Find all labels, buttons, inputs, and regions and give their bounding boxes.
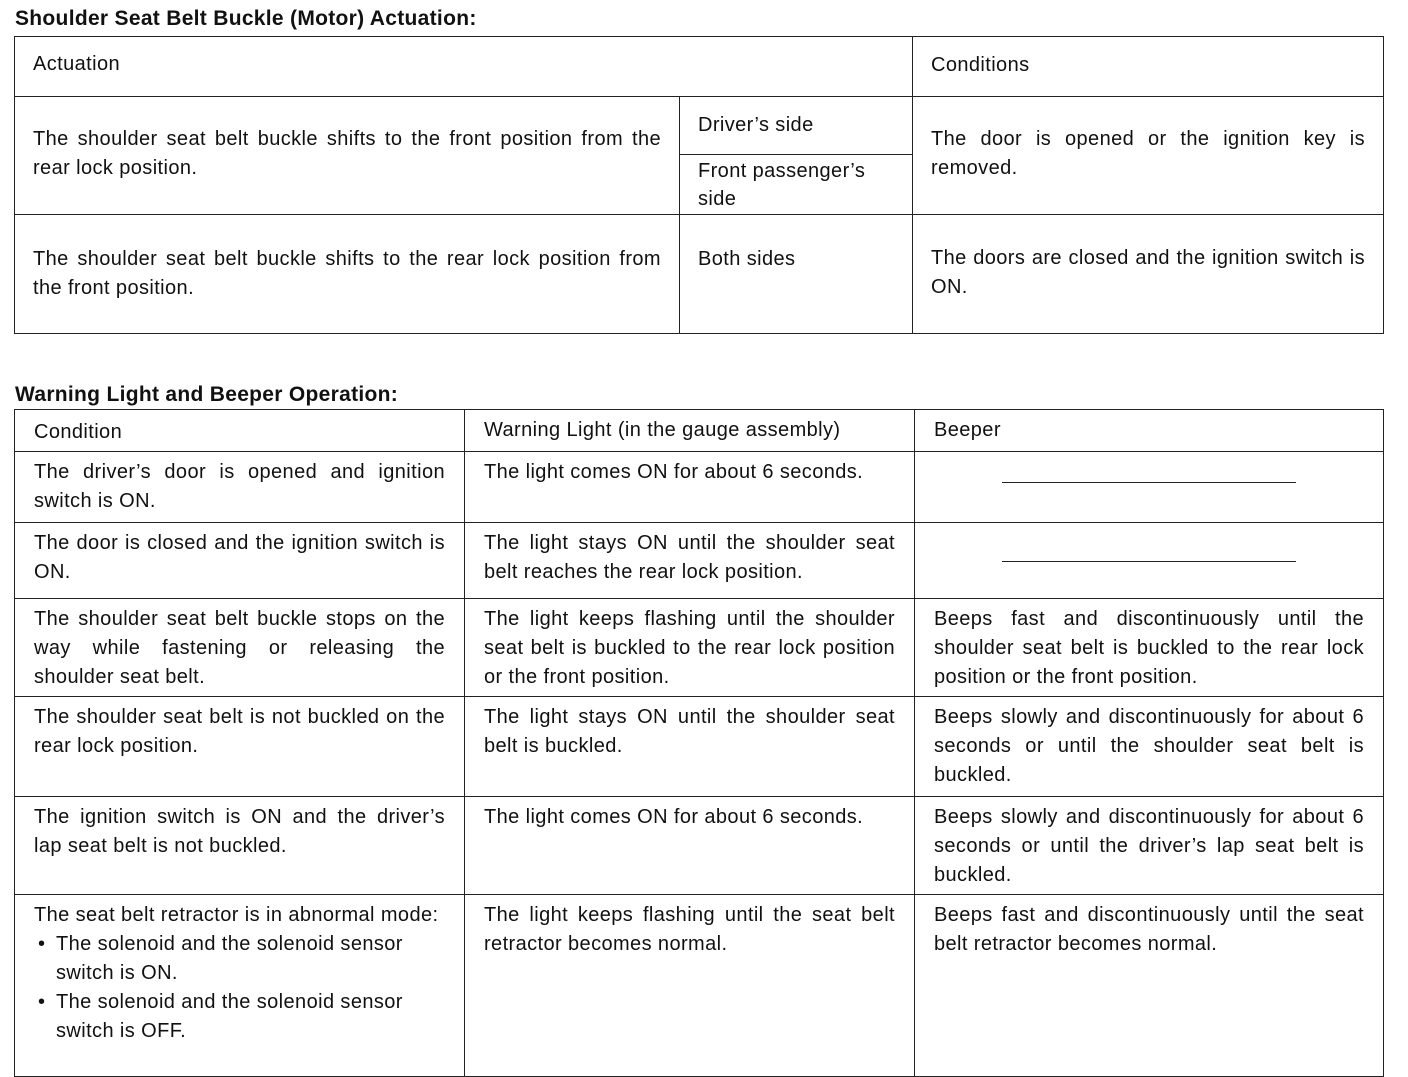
warning-light-cell: The light keeps flashing until the seat belt retractor becomes normal. bbox=[465, 895, 915, 1077]
beeper-cell: Beeps fast and discontinuously until the shoulder seat belt is buckled to the rear lock position or the front position. bbox=[915, 599, 1384, 697]
condition-cell: The shoulder seat belt is not buckled on the rear lock position. bbox=[15, 697, 465, 797]
condition-cell: The ignition switch is ON and the driver’s lap seat belt is not buckled. bbox=[15, 797, 465, 895]
table-row bbox=[15, 97, 1384, 155]
table-row bbox=[15, 215, 1384, 334]
table-row bbox=[15, 797, 1384, 895]
condition-bullet-list bbox=[34, 930, 445, 1046]
header-warning-light: Warning Light (in the gauge assembly) bbox=[465, 410, 915, 452]
motor-actuation-table bbox=[14, 36, 1384, 334]
header-beeper: Beeper bbox=[915, 410, 1384, 452]
condition-door-opened-cell: The door is opened or the ignition key is removed. bbox=[913, 97, 1384, 215]
beeper-cell: Beeps slowly and discontinuously for about 6 seconds or until the driver’s lap seat belt is buckled. bbox=[915, 797, 1384, 895]
warning-light-cell: The light keeps flashing until the shoulder seat belt is buckled to the rear lock position or the front position. bbox=[465, 599, 915, 697]
front-passenger-side-cell: Front passenger’s side bbox=[680, 155, 913, 215]
header-actuation: Actuation bbox=[15, 37, 913, 97]
table-row bbox=[15, 895, 1384, 1077]
warning-light-cell: The light stays ON until the shoulder seat belt reaches the rear lock position. bbox=[465, 523, 915, 599]
beeper-none-dash bbox=[1002, 561, 1296, 562]
table-header-row bbox=[15, 37, 1384, 97]
beeper-cell: Beeps fast and discontinuously until the seat belt retractor becomes normal. bbox=[915, 895, 1384, 1077]
table-row bbox=[15, 697, 1384, 797]
warning-light-cell: The light comes ON for about 6 seconds. bbox=[465, 452, 915, 523]
condition-cell bbox=[15, 895, 465, 1077]
header-condition: Condition bbox=[15, 410, 465, 452]
table-header-row bbox=[15, 410, 1384, 452]
section-title-warning-light: Warning Light and Beeper Operation: bbox=[15, 383, 399, 406]
actuation-rear-cell: The shoulder seat belt buckle shifts to the rear lock position from the front position. bbox=[15, 215, 680, 334]
list-item: • The solenoid and the solenoid sensor switch is OFF. bbox=[34, 988, 445, 1046]
table-row bbox=[15, 523, 1384, 599]
actuation-front-cell: The shoulder seat belt buckle shifts to the front position from the rear lock position. bbox=[15, 97, 680, 215]
condition-cell: The door is closed and the ignition switch is ON. bbox=[15, 523, 465, 599]
condition-doors-closed-cell: The doors are closed and the ignition switch is ON. bbox=[913, 215, 1384, 334]
header-conditions: Conditions bbox=[913, 37, 1384, 97]
both-sides-cell: Both sides bbox=[680, 215, 913, 334]
condition-cell: The shoulder seat belt buckle stops on the way while fastening or releasing the shoulder seat belt. bbox=[15, 599, 465, 697]
driver-side-cell: Driver’s side bbox=[680, 97, 913, 155]
section-title-motor-actuation: Shoulder Seat Belt Buckle (Motor) Actuation: bbox=[15, 7, 477, 30]
table-row bbox=[15, 599, 1384, 697]
table-row bbox=[15, 452, 1384, 523]
beeper-none-dash bbox=[1002, 482, 1296, 483]
beeper-cell: Beeps slowly and discontinuously for about 6 seconds or until the shoulder seat belt is buckled. bbox=[915, 697, 1384, 797]
warning-light-cell: The light stays ON until the shoulder seat belt is buckled. bbox=[465, 697, 915, 797]
list-item: • The solenoid and the solenoid sensor switch is ON. bbox=[34, 930, 445, 988]
condition-intro: The seat belt retractor is in abnormal mode: bbox=[34, 904, 439, 926]
condition-cell: The driver’s door is opened and ignition switch is ON. bbox=[15, 452, 465, 523]
beeper-cell bbox=[915, 452, 1384, 523]
warning-light-beeper-table bbox=[14, 409, 1384, 1077]
beeper-cell bbox=[915, 523, 1384, 599]
warning-light-cell: The light comes ON for about 6 seconds. bbox=[465, 797, 915, 895]
